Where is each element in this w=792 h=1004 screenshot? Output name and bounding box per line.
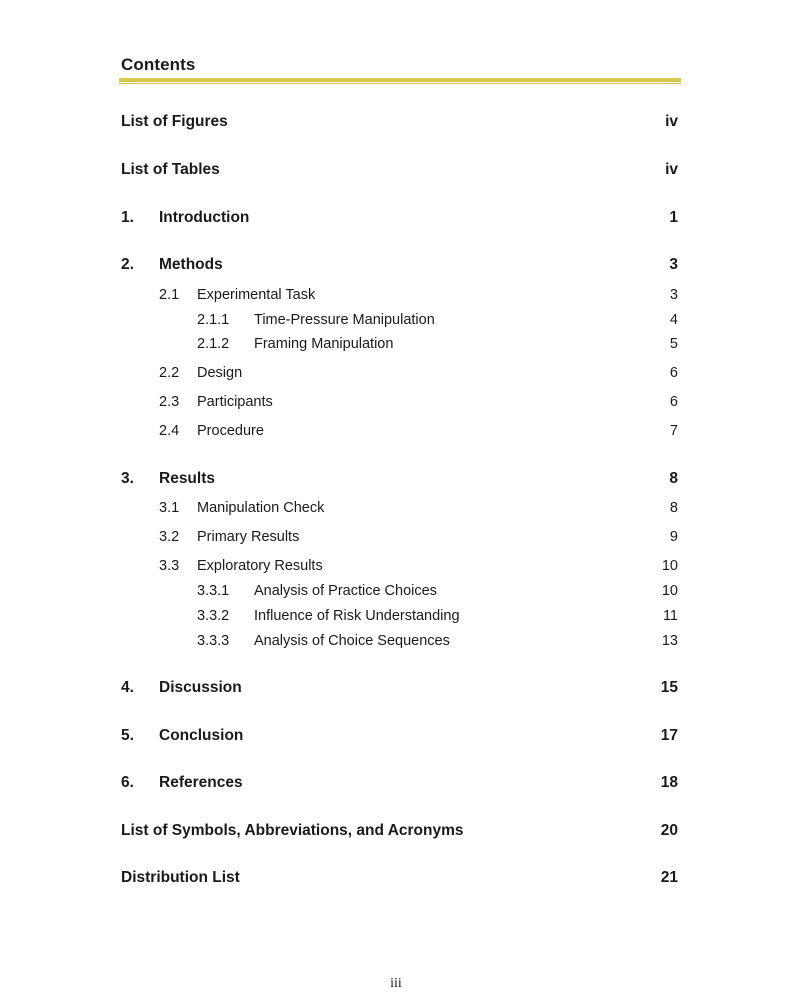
page-number: iii	[390, 976, 402, 991]
toc-entry-number: 6.	[121, 774, 134, 791]
toc-entry-label: List of Symbols, Abbreviations, and Acronyms	[121, 822, 464, 839]
toc-entry-page: 4	[669, 312, 678, 328]
toc-entry-2-4[interactable]	[0, 421, 792, 441]
toc-entry-label: Procedure	[197, 423, 264, 439]
toc-entry-page: 6	[669, 365, 678, 381]
toc-entry-3-3-2[interactable]	[0, 606, 792, 626]
toc-entry-number: 3.1	[159, 500, 180, 516]
toc-entry-page: 10	[661, 558, 678, 574]
toc-entry-3-3-1[interactable]	[0, 581, 792, 601]
toc-entry-label: Methods	[159, 256, 223, 273]
heading-rule-thin	[119, 83, 681, 84]
toc-entry-page: 3	[669, 256, 678, 273]
toc-entry-page: 11	[662, 608, 678, 624]
contents-heading: Contents	[121, 55, 196, 74]
toc-entry-3-1[interactable]	[0, 498, 792, 518]
toc-entry-label: Participants	[197, 394, 273, 410]
toc-entry-page: 15	[660, 679, 678, 696]
toc-entry-page: 1	[669, 209, 678, 226]
toc-entry-page: 7	[669, 423, 678, 439]
toc-entry-label: References	[159, 774, 243, 791]
toc-entry-page: 8	[669, 470, 678, 487]
toc-entry-3-3-3[interactable]	[0, 631, 792, 651]
toc-entry-number: 2.2	[159, 365, 180, 381]
toc-entry-label: List of Tables	[121, 161, 220, 178]
toc-entry-number: 3.2	[159, 529, 180, 545]
toc-entry-label: Results	[159, 470, 215, 487]
toc-entry-label: Conclusion	[159, 727, 244, 744]
toc-entry-label: Distribution List	[121, 869, 240, 886]
heading-rule-thick	[119, 78, 681, 82]
toc-entry-4[interactable]	[0, 678, 792, 698]
toc-entry-label: Primary Results	[197, 529, 300, 545]
toc-entry-label: Analysis of Choice Sequences	[254, 633, 450, 649]
toc-entry-number: 2.1.1	[197, 312, 230, 328]
toc-entry-6[interactable]	[0, 773, 792, 793]
toc-entry-label: Time-Pressure Manipulation	[254, 312, 435, 328]
toc-entry-label: Design	[197, 365, 243, 381]
toc-entry-number: 5.	[121, 727, 134, 744]
toc-entry-number: 2.3	[159, 394, 180, 410]
toc-entry-list-of-figures[interactable]	[0, 112, 792, 132]
toc-entry-5[interactable]	[0, 726, 792, 746]
toc-entry-page: 17	[660, 727, 678, 744]
toc-entry-number: 3.3	[159, 558, 180, 574]
toc-entry-2[interactable]	[0, 255, 792, 275]
toc-entry-list-of-symbols[interactable]	[0, 821, 792, 841]
toc-entry-2-1-1[interactable]	[0, 310, 792, 330]
toc-entry-label: Framing Manipulation	[254, 336, 394, 352]
toc-entry-number: 2.4	[159, 423, 180, 439]
toc-entry-page: 13	[661, 633, 678, 649]
toc-entry-page: 5	[669, 336, 678, 352]
toc-entry-label: Introduction	[159, 209, 250, 226]
toc-entry-page: 21	[660, 869, 678, 886]
toc-entry-number: 3.	[121, 470, 134, 487]
toc-entry-label: Discussion	[159, 679, 242, 696]
toc-entry-label: Analysis of Practice Choices	[254, 583, 437, 599]
toc-entry-page: 6	[669, 394, 678, 410]
toc-entry-page: 20	[660, 822, 678, 839]
toc-entry-page: 10	[661, 583, 678, 599]
toc-entry-2-2[interactable]	[0, 363, 792, 383]
toc-entry-3-2[interactable]	[0, 527, 792, 547]
toc-entry-2-3[interactable]	[0, 392, 792, 412]
toc-entry-2-1[interactable]	[0, 285, 792, 305]
toc-entry-page: 3	[669, 287, 678, 303]
toc-entry-number: 2.	[121, 256, 134, 273]
toc-entry-number: 2.1	[159, 287, 180, 303]
toc-entry-number: 2.1.2	[197, 336, 230, 352]
toc-entry-label: Manipulation Check	[197, 500, 325, 516]
toc-entry-1[interactable]	[0, 208, 792, 228]
toc-entry-page: iv	[665, 113, 678, 130]
toc-entry-2-1-2[interactable]	[0, 334, 792, 354]
toc-entry-label: Experimental Task	[197, 287, 316, 303]
toc-entry-page: iv	[665, 161, 678, 178]
toc-entry-label: Exploratory Results	[197, 558, 323, 574]
toc-entry-distribution-list[interactable]	[0, 868, 792, 888]
toc-entry-page: 8	[669, 500, 678, 516]
toc-entry-page: 18	[660, 774, 678, 791]
toc-entry-number: 1.	[121, 209, 134, 226]
toc-entry-number: 3.3.2	[197, 608, 230, 624]
toc-entry-label: List of Figures	[121, 113, 228, 130]
toc-entry-list-of-tables[interactable]	[0, 160, 792, 180]
toc-entry-number: 4.	[121, 679, 134, 696]
toc-entry-3[interactable]	[0, 469, 792, 489]
toc-entry-label: Influence of Risk Understanding	[254, 608, 460, 624]
toc-entry-page: 9	[669, 529, 678, 545]
toc-entry-number: 3.3.1	[197, 583, 230, 599]
toc-entry-3-3[interactable]	[0, 556, 792, 576]
toc-entry-number: 3.3.3	[197, 633, 230, 649]
